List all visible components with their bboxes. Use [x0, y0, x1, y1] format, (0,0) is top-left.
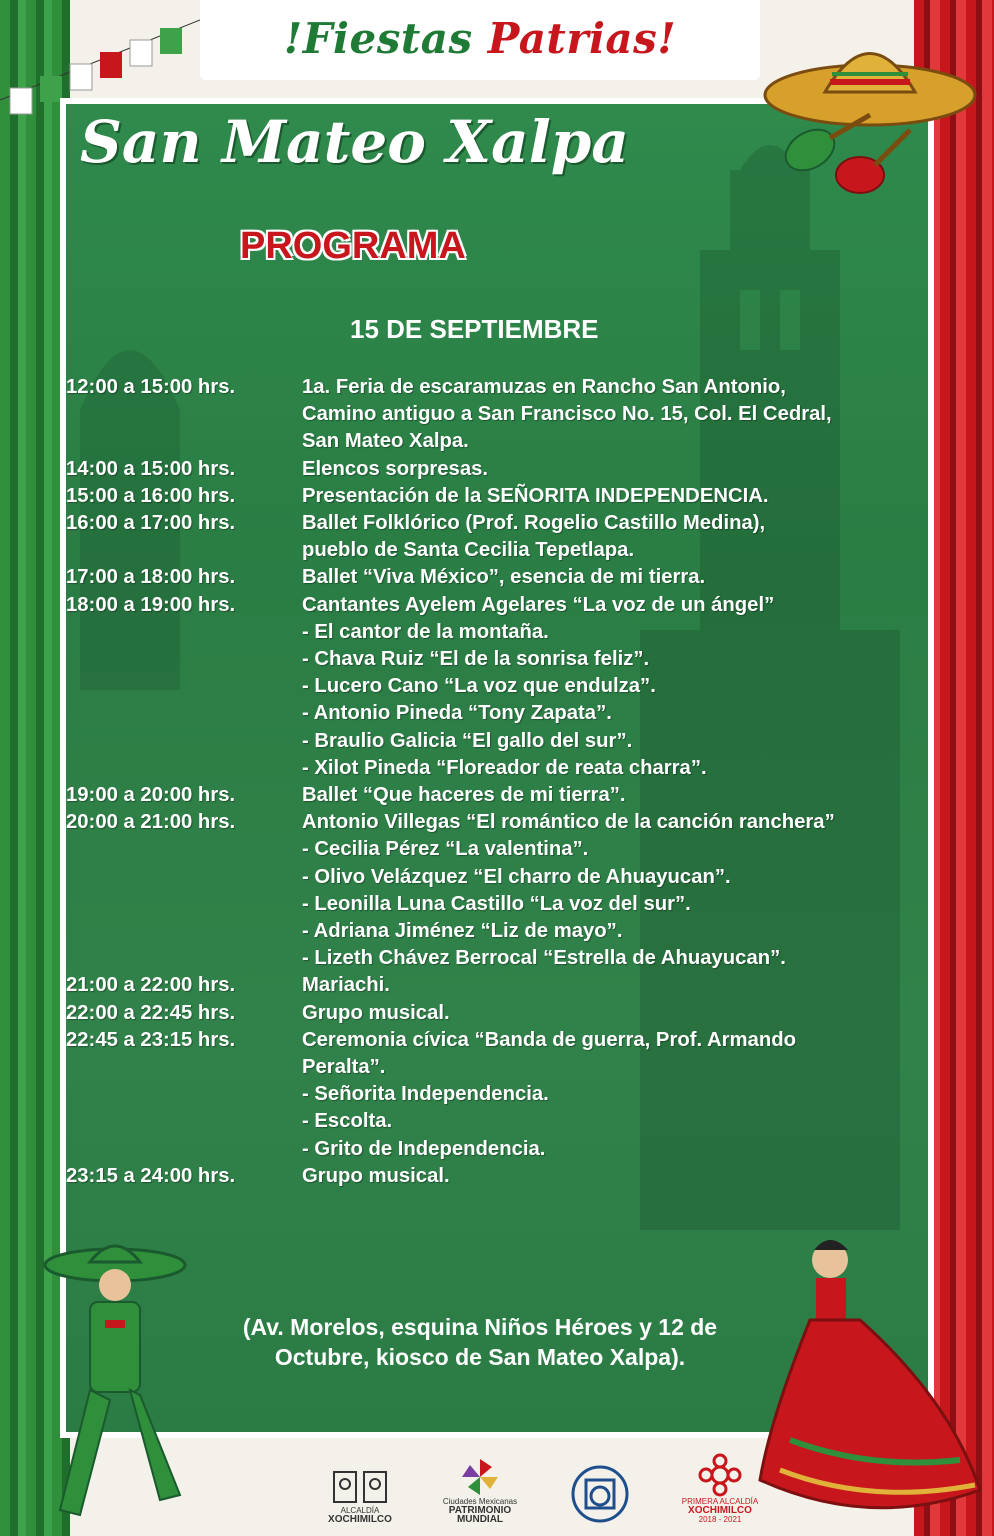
schedule-desc: - El cantor de la montaña.	[302, 620, 549, 643]
schedule-row	[66, 972, 946, 999]
schedule-row	[66, 510, 946, 537]
schedule-time	[66, 918, 302, 945]
schedule-row	[66, 401, 946, 428]
schedule-row	[66, 809, 946, 836]
schedule-time	[66, 1081, 302, 1108]
schedule-time	[66, 1136, 302, 1163]
charro-dancer-illustration	[30, 1230, 200, 1530]
schedule-row	[66, 374, 946, 401]
event-location	[200, 1312, 760, 1372]
schedule-time: 23:15 a 24:00 hrs.	[66, 1164, 236, 1187]
section-title: PROGRAMA	[240, 225, 466, 267]
schedule-list	[66, 374, 946, 1190]
schedule-desc: - Cecilia Pérez “La valentina”.	[302, 838, 589, 861]
schedule-row	[66, 891, 946, 918]
schedule-row	[66, 1027, 946, 1054]
alcaldia-emblem-icon	[330, 1466, 390, 1506]
schedule-row	[66, 1000, 946, 1027]
ciudades-mexicanas-logo	[425, 1448, 535, 1524]
schedule-desc: - Adriana Jiménez “Liz de mayo”.	[302, 920, 623, 943]
primera-line-1: PRIMERA ALCALDÍA	[681, 1497, 759, 1506]
schedule-row	[66, 592, 946, 619]
schedule-time	[66, 537, 302, 564]
schedule-desc: 1a. Feria de escaramuzas en Rancho San Antonio,	[302, 376, 786, 398]
schedule-row	[66, 755, 946, 782]
schedule-desc: Grupo musical.	[302, 1164, 450, 1187]
flower-emblem-icon	[698, 1453, 742, 1497]
schedule-time	[66, 428, 302, 455]
schedule-row	[66, 483, 946, 510]
schedule-row	[66, 564, 946, 591]
schedule-row	[66, 537, 946, 564]
schedule-row	[66, 728, 946, 755]
schedule-time: 22:00 a 22:45 hrs.	[66, 1001, 236, 1024]
schedule-desc: Presentación de la SEÑORITA INDEPENDENCIA.	[302, 484, 769, 507]
schedule-desc: - Antonio Pineda “Tony Zapata”.	[302, 702, 612, 725]
schedule-row	[66, 1108, 946, 1135]
schedule-desc: Cantantes Ayelem Agelares “La voz de un ángel”	[302, 593, 775, 616]
sponsor-logos	[300, 1446, 780, 1526]
location-line-2: Octubre, kiosco de San Mateo Xalpa).	[274, 1344, 686, 1370]
header-title	[250, 14, 710, 63]
schedule-row	[66, 945, 946, 972]
schedule-time	[66, 728, 302, 755]
schedule-row	[66, 1136, 946, 1163]
header-word-patrias: Patrias!	[487, 14, 677, 63]
schedule-time	[66, 945, 302, 972]
alcaldia-line-1: ALCALDÍA	[340, 1506, 380, 1515]
schedule-desc: - Braulio Galicia “El gallo del sur”.	[302, 729, 633, 752]
schedule-row	[66, 700, 946, 727]
schedule-time	[66, 646, 302, 673]
schedule-desc: Grupo musical.	[302, 1001, 450, 1024]
schedule-row	[66, 836, 946, 863]
schedule-desc: - Olivo Velázquez “El charro de Ahuayucan”.	[302, 865, 731, 888]
schedule-desc: Mariachi.	[302, 974, 390, 997]
schedule-time	[66, 1108, 302, 1135]
schedule-time: 22:45 a 23:15 hrs.	[66, 1028, 236, 1051]
schedule-desc: - Señorita Independencia.	[302, 1083, 549, 1106]
alcaldia-line-2: XOCHIMILCO	[328, 1514, 392, 1525]
schedule-desc: - Escolta.	[302, 1110, 393, 1133]
schedule-desc: - Chava Ruiz “El de la sonrisa feliz”.	[302, 648, 650, 671]
schedule-time	[66, 1054, 302, 1081]
schedule-desc: Ballet “Que haceres de mi tierra”.	[302, 784, 626, 807]
folklorico-dancer-illustration	[750, 1220, 990, 1530]
schedule-row	[66, 782, 946, 809]
ciudades-line-1: Ciudades Mexicanas	[442, 1497, 518, 1506]
schedule-row	[66, 646, 946, 673]
schedule-row	[66, 1081, 946, 1108]
schedule-time	[66, 700, 302, 727]
schedule-row	[66, 918, 946, 945]
schedule-time: 17:00 a 18:00 hrs.	[66, 566, 236, 589]
schedule-desc: pueblo de Santa Cecilia Tepetlapa.	[302, 539, 635, 562]
schedule-time	[66, 755, 302, 782]
world-heritage-emblem-icon	[570, 1464, 630, 1524]
schedule-time	[66, 891, 302, 918]
schedule-row	[66, 619, 946, 646]
event-date: 15 DE SEPTIEMBRE	[350, 314, 599, 344]
schedule-time: 14:00 a 15:00 hrs.	[66, 457, 236, 480]
schedule-time: 19:00 a 20:00 hrs.	[66, 784, 236, 807]
unesco-heritage-logo	[545, 1448, 655, 1524]
schedule-desc: - Leonilla Luna Castillo “La voz del sur”.	[302, 892, 691, 915]
schedule-row	[66, 673, 946, 700]
schedule-time: 12:00 a 15:00 hrs.	[66, 376, 236, 398]
schedule-row	[66, 864, 946, 891]
schedule-desc: Peralta”.	[302, 1056, 386, 1079]
schedule-desc: Elencos sorpresas.	[302, 457, 489, 480]
schedule-row	[66, 1163, 946, 1190]
schedule-row	[66, 456, 946, 483]
schedule-row	[66, 428, 946, 455]
schedule-time	[66, 836, 302, 863]
schedule-desc: Antonio Villegas “El romántico de la canción ranchera”	[302, 811, 835, 834]
schedule-desc: San Mateo Xalpa.	[302, 430, 469, 453]
ciudades-line-2: PATRIMONIO MUNDIAL	[448, 1505, 512, 1525]
primera-line-2: XOCHIMILCO	[688, 1505, 752, 1516]
alcaldia-xochimilco-logo	[305, 1448, 415, 1524]
schedule-time: 18:00 a 19:00 hrs.	[66, 593, 236, 616]
schedule-time	[66, 864, 302, 891]
schedule-row	[66, 1054, 946, 1081]
schedule-desc: Ballet “Viva México”, esencia de mi tierra.	[302, 566, 706, 589]
sombrero-maracas-illustration	[740, 20, 980, 200]
schedule-desc: - Lucero Cano “La voz que endulza”.	[302, 675, 656, 698]
schedule-desc: Ceremonia cívica “Banda de guerra, Prof. Armando	[302, 1028, 797, 1051]
header-word-fiestas: !Fiestas	[283, 14, 473, 63]
event-title: San Mateo Xalpa	[80, 108, 629, 176]
schedule-desc: - Xilot Pineda “Floreador de reata charra”.	[302, 756, 707, 779]
schedule-time	[66, 619, 302, 646]
schedule-desc: - Lizeth Chávez Berrocal “Estrella de Ahuayucan”.	[302, 947, 786, 970]
schedule-time	[66, 673, 302, 700]
schedule-time: 16:00 a 17:00 hrs.	[66, 512, 236, 535]
primera-alcaldia-logo	[665, 1448, 775, 1524]
primera-line-3: 2018 - 2021	[698, 1515, 742, 1524]
schedule-time: 20:00 a 21:00 hrs.	[66, 811, 236, 834]
patrimonio-pinwheel-icon	[460, 1457, 500, 1497]
schedule-desc: - Grito de Independencia.	[302, 1137, 546, 1160]
schedule-time	[66, 401, 302, 428]
location-line-1: (Av. Morelos, esquina Niños Héroes y 12 de	[242, 1314, 718, 1340]
schedule-time: 21:00 a 22:00 hrs.	[66, 974, 236, 997]
schedule-desc: Camino antiguo a San Francisco No. 15, Col. El Cedral,	[302, 403, 832, 426]
schedule-desc: Ballet Folklórico (Prof. Rogelio Castillo Medina),	[302, 512, 766, 535]
schedule-time: 15:00 a 16:00 hrs.	[66, 484, 236, 507]
